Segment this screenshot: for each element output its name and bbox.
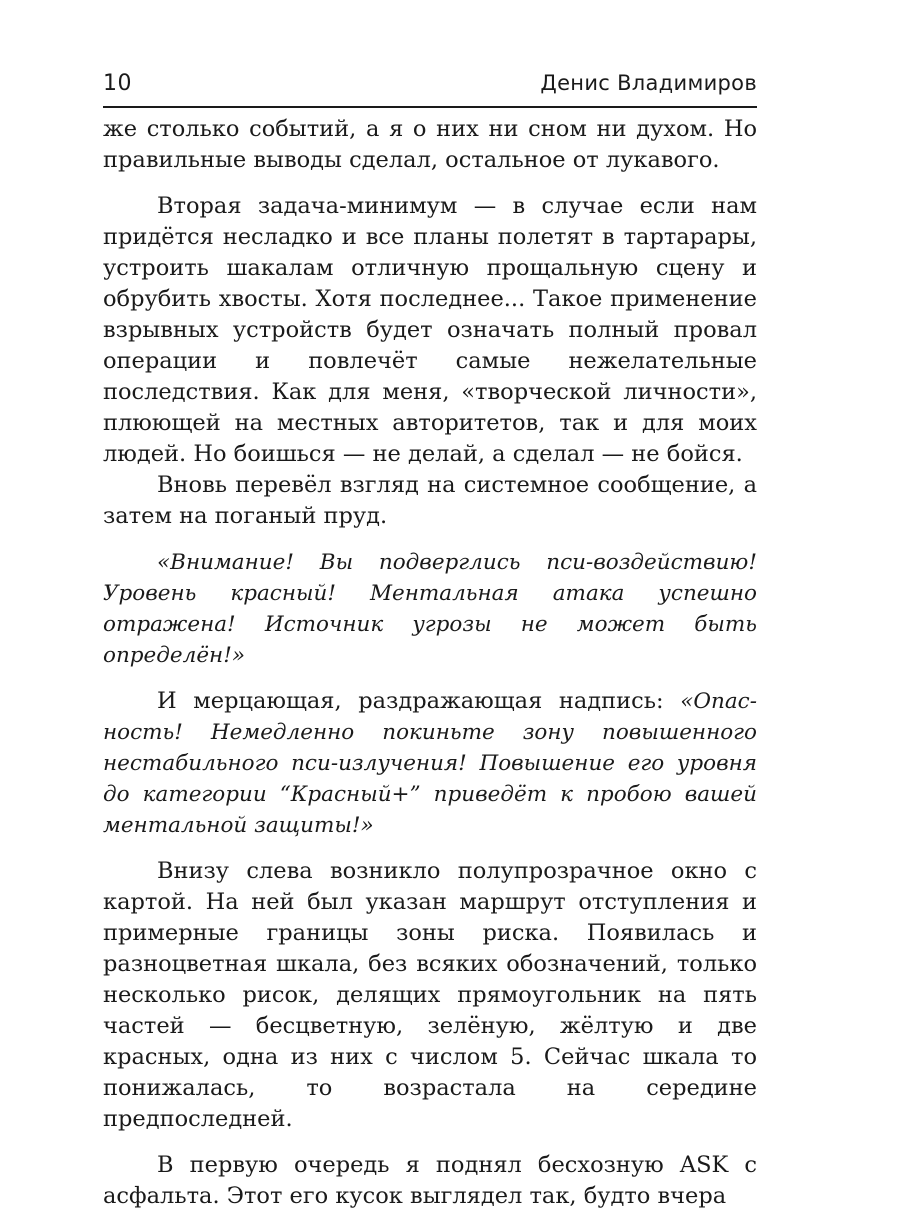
author-running-head: Денис Владимиров [540, 71, 757, 95]
paragraph-continuation: же столько событий, а я о них ни сном ни духом. Но правильные выводы сделал, остальное от лукавого. [103, 116, 757, 173]
paragraph-lead: И мерцающая, раздражающая надпись: [157, 688, 681, 714]
header-rule [103, 106, 757, 108]
paragraph: В первую очередь я поднял бесхозную ASK с асфальта. Этот его кусок выглядел так, будто вчера [103, 1152, 757, 1209]
paragraph: Вторая задача-минимум — в случае если нам придётся несладко и все планы полетят в тартарары, устроить шакалам отличную прощальную сцену и обрубить хвосты. Хотя последнее... Такое применение взрывных устройств будет означать полный провал операции и повлечёт самые нежелательные последствия. Как для меня, «творческой личности», плюющей на местных авторитетов, так и для моих людей. Но боишься — не делай, а сделал — не бойся. [103, 193, 757, 467]
system-message-quote: «Внимание! Вы подверглись пси-воздействию! Уровень красный! Ментальная атака успешно отражена! Источник угрозы не может быть определён!» [103, 550, 757, 668]
paragraph: Вновь перевёл взгляд на системное сообщение, а затем на поганый пруд. [103, 472, 757, 529]
page-number: 10 [103, 71, 132, 96]
paragraph-with-warning [103, 686, 757, 841]
warning-message: «Опас-ность! Немедленно покиньте зону повышенного нестабильного пси-излучения! Повышение его уровня до категории “Красный+” приведёт к пробою вашей ментальной защиты!» [103, 689, 757, 838]
paragraph: Внизу слева возникло полупрозрачное окно с картой. На ней был указан маршрут отступления и примерные границы зоны риска. Появилась и разноцветная шкала, без всяких обозначений, только несколько рисок, делящих прямоугольник на пять частей — бесцветную, зелёную, жёлтую и две красных, одна из них с числом 5. Сейчас шкала то понижалась, то возрастала на середине предпоследней. [103, 858, 757, 1132]
page-header [103, 71, 757, 101]
body-text [103, 114, 757, 1212]
